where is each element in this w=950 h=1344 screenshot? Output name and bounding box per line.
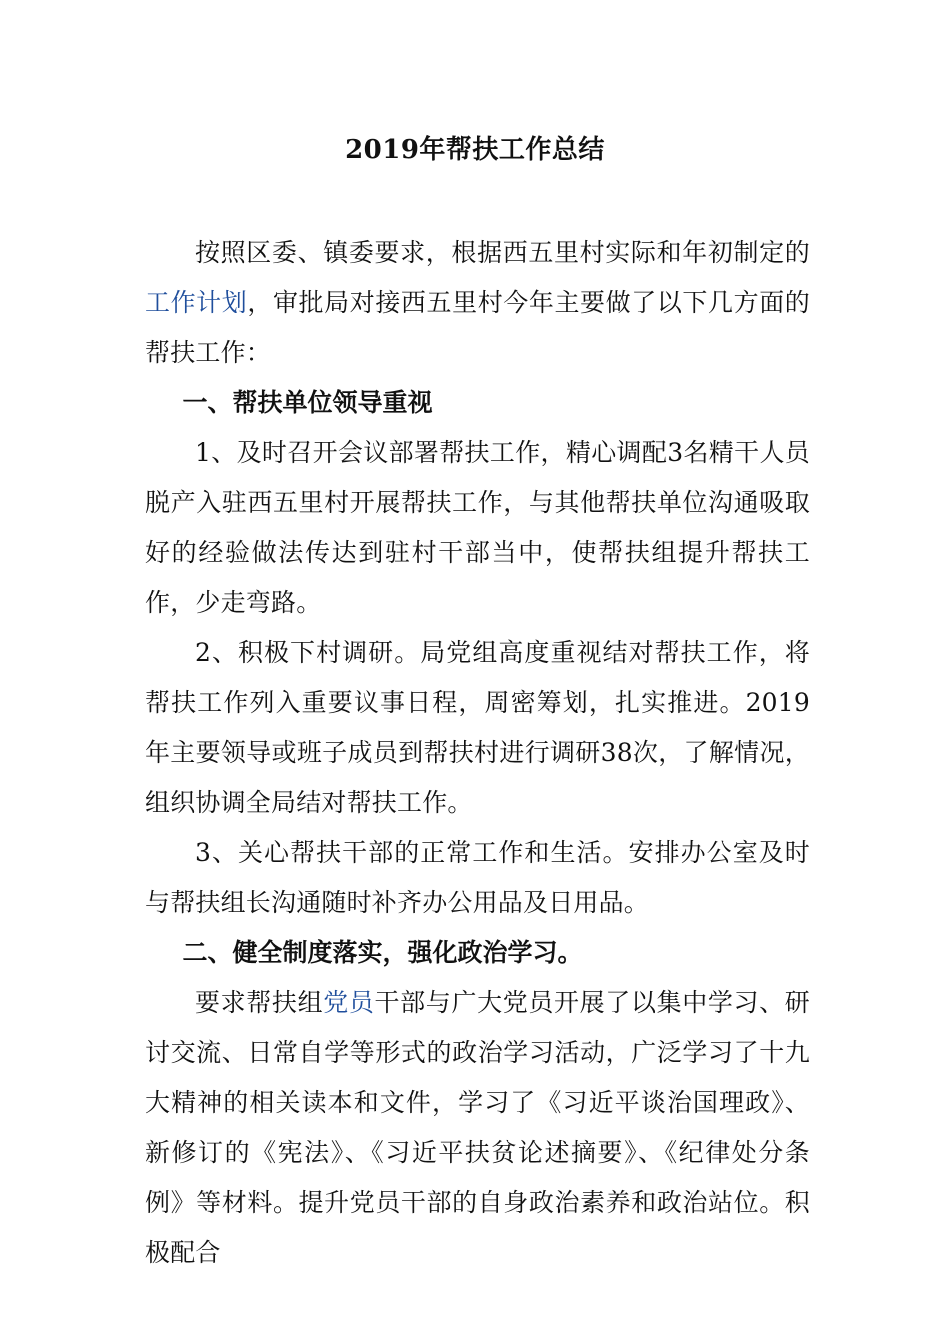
- section1-item-3: 3、关心帮扶干部的正常工作和生活。安排办公室及时与帮扶组长沟通随时补齐办公用品及日用品。: [145, 838, 810, 917]
- intro-text-end: ，审批局对接西五里村今年主要做了以下几方面的帮扶工作：: [145, 288, 810, 367]
- document-body: [145, 228, 810, 1278]
- intro-text-start: 按照区委、镇委要求，根据西五里村实际和年初制定的: [195, 238, 810, 267]
- party-member-link[interactable]: 党员: [323, 988, 375, 1017]
- intro-paragraph: [145, 228, 810, 378]
- section1-item-2: 2、积极下村调研。局党组高度重视结对帮扶工作，将帮扶工作列入重要议事日程，周密筹划，扎实推进。2019年主要领导或班子成员到帮扶村进行调研38次，了解情况，组织协调全局结对帮扶工作。: [145, 638, 810, 817]
- section2-text-end: 干部与广大党员开展了以集中学习、研讨交流、日常自学等形式的政治学习活动，广泛学习了十九大精神的相关读本和文件，学习了《习近平谈治国理政》、新修订的《宪法》、《习近平扶贫论述摘要》、《纪律处分条例》等材料。提升党员干部的自身政治素养和政治站位。积极配合: [145, 988, 810, 1267]
- document-title: 2019年帮扶工作总结: [345, 135, 605, 165]
- work-plan-link[interactable]: 工作计划: [145, 288, 248, 317]
- section2-heading: 二、健全制度落实，强化政治学习。: [182, 938, 583, 967]
- section1-item-1: 1、及时召开会议部署帮扶工作，精心调配3名精干人员脱产入驻西五里村开展帮扶工作，与其他帮扶单位沟通吸取好的经验做法传达到驻村干部当中，使帮扶组提升帮扶工作，少走弯路。: [145, 438, 810, 617]
- section2-text-start: 要求帮扶组: [195, 988, 324, 1017]
- section1-heading: 一、帮扶单位领导重视: [182, 388, 433, 417]
- section2-paragraph: [145, 978, 810, 1278]
